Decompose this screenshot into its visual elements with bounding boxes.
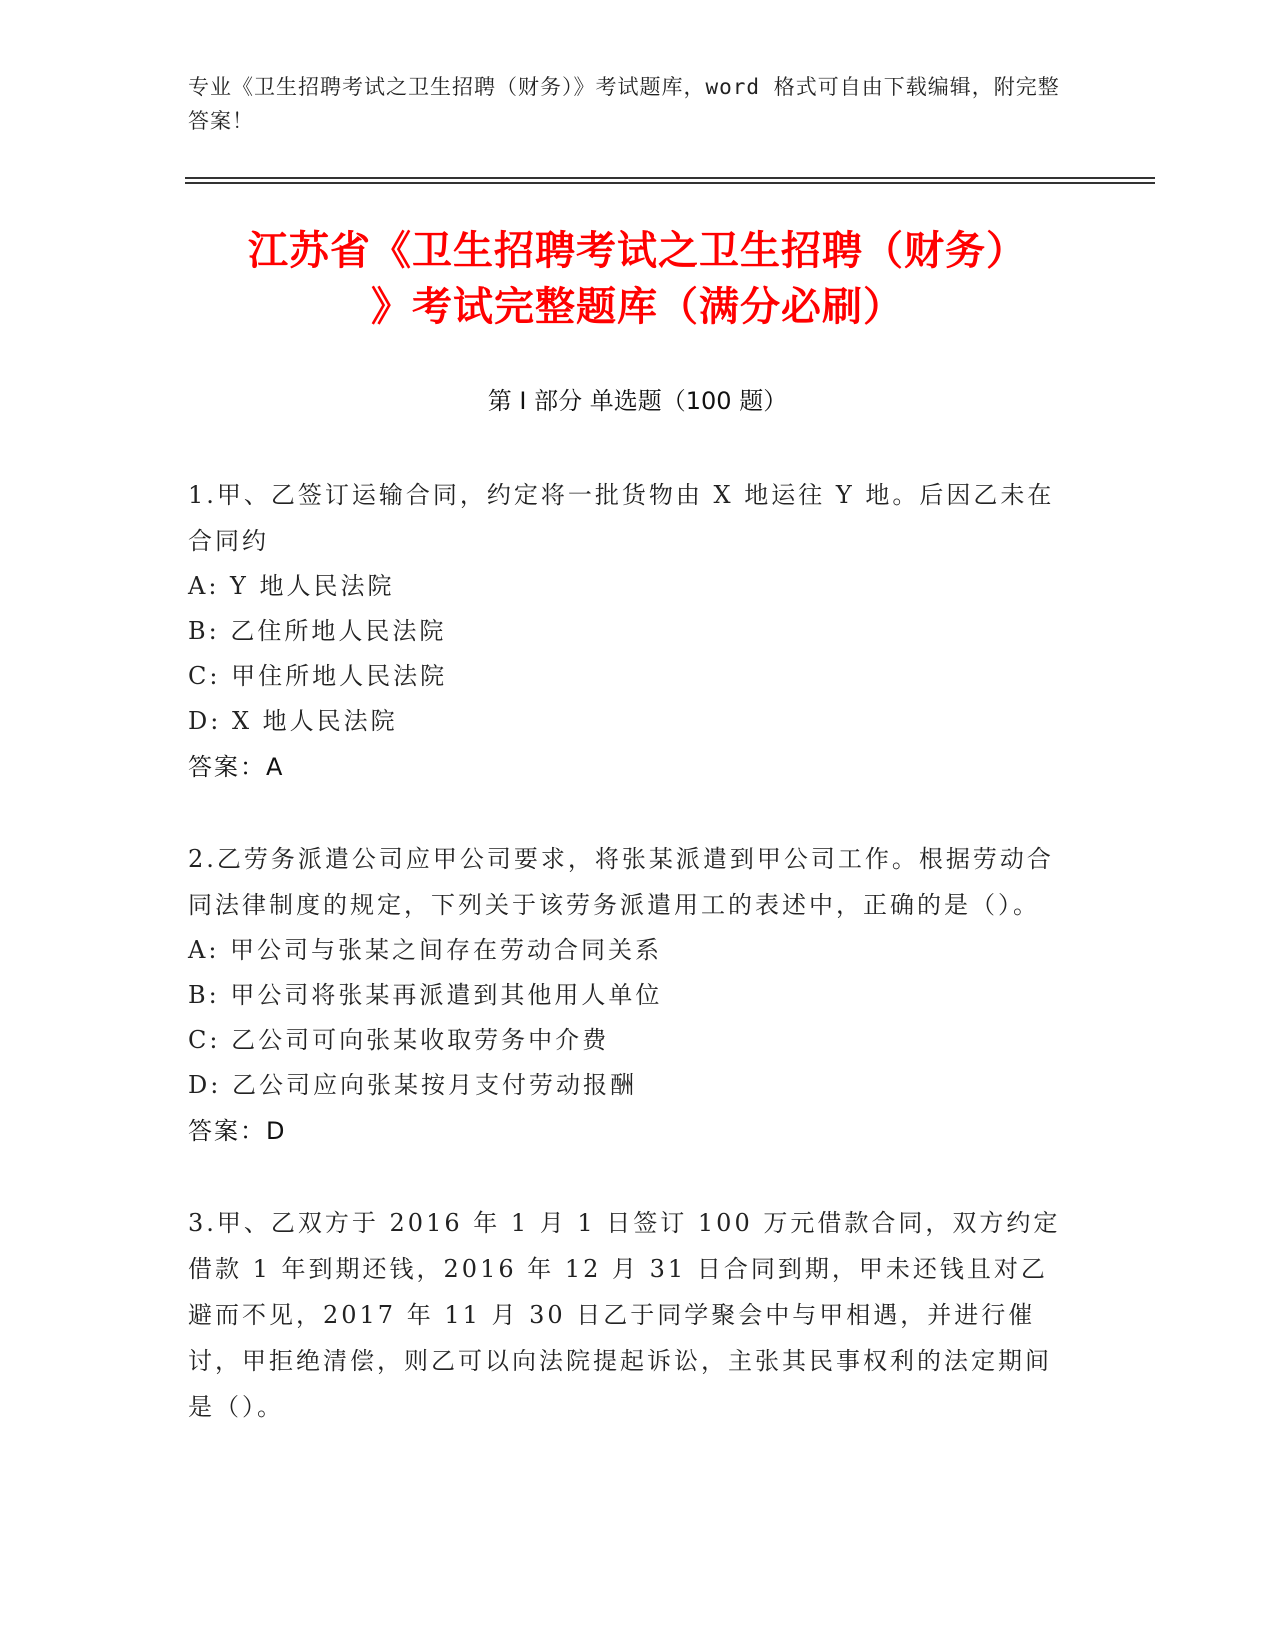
question-stem: 3.甲、乙双方于 2016 年 1 月 1 日签订 100 万元借款合同，双方约定借款 1 年到期还钱，2016 年 12 月 31 日合同到期，甲未还钱且对乙避而不见，2017 年 11 月 30 日乙于同学聚会中与甲相遇，并进行催讨，甲拒绝清偿，则乙可以向法院提起诉讼，主张其民事权利的法定期间是（）。 [188, 1209, 1061, 1421]
question-stem: 2.乙劳务派遣公司应甲公司要求，将张某派遣到甲公司工作。根据劳动合同法律制度的规定，下列关于该劳务派遣用工的表述中，正确的是（）。 [188, 845, 1054, 919]
question-list [188, 472, 1068, 1476]
header-rule-bottom [185, 182, 1155, 184]
document-title [150, 223, 1125, 335]
option-b: B: 甲公司将张某再派遣到其他用人单位 [188, 981, 663, 1009]
option-d: D: X 地人民法院 [188, 707, 398, 735]
document-title-line-1: 江苏省《卫生招聘考试之卫生招聘（财务） [248, 228, 1027, 274]
option-c: C: 甲住所地人民法院 [188, 662, 448, 690]
option-c: C: 乙公司可向张某收取劳务中介费 [188, 1026, 610, 1054]
section-title: 第 I 部分 单选题（100 题） [487, 387, 788, 415]
option-a: A: 甲公司与张某之间存在劳动合同关系 [188, 936, 663, 964]
question-1 [188, 472, 1068, 790]
option-d: D: 乙公司应向张某按月支付劳动报酬 [188, 1071, 637, 1099]
option-a: A: Y 地人民法院 [188, 572, 395, 600]
answer: 答案：A [188, 753, 285, 781]
header-note: 专业《卫生招聘考试之卫生招聘（财务）》考试题库，word 格式可自由下载编辑，附完整答案！ [188, 75, 1060, 133]
question-2 [188, 836, 1068, 1154]
answer: 答案：D [188, 1117, 287, 1145]
document-title-line-2: 》考试完整题库（满分必刷） [371, 284, 904, 330]
header-rule-top [185, 177, 1155, 179]
option-b: B: 乙住所地人民法院 [188, 617, 447, 645]
question-stem: 1.甲、乙签订运输合同，约定将一批货物由 X 地运往 Y 地。后因乙未在合同约 [188, 481, 1055, 555]
question-3 [188, 1200, 1068, 1430]
